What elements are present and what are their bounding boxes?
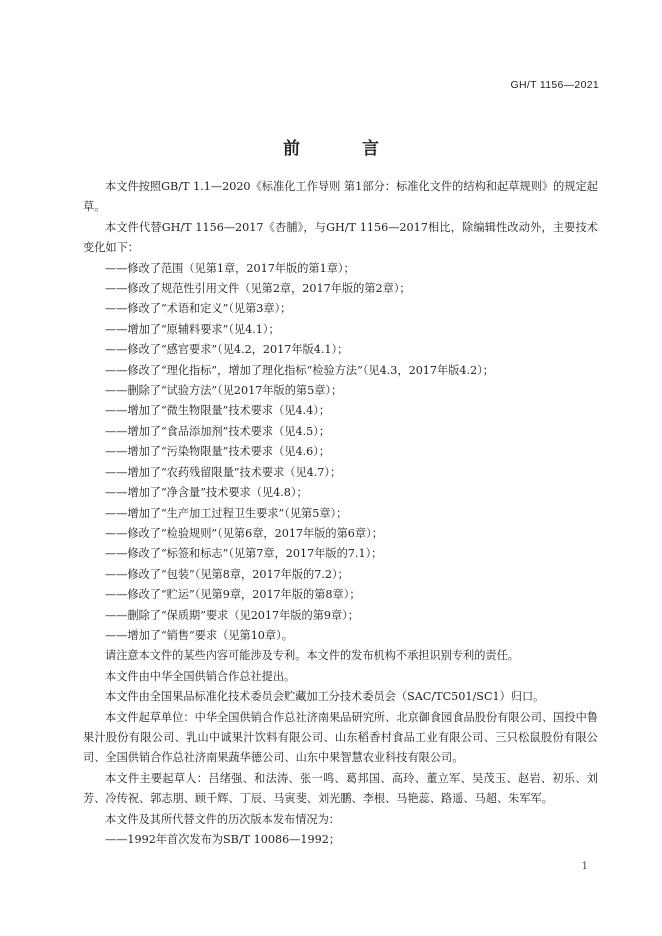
- page-title: 前 言: [283, 139, 407, 159]
- list-item: ——增加了“销售”要求（见第10章）。: [105, 628, 293, 642]
- list-item: ——修改了“检验规则”（见第6章，2017年版的第6章）；: [105, 526, 383, 540]
- list-item: ——增加了“农药残留限量”技术要求（见4.7）；: [105, 465, 342, 479]
- list-item: ——修改了“贮运”（见第9章，2017年版的第8章）；: [105, 588, 361, 602]
- list-item: ——修改了“感官要求”（见4.2，2017年版4.1）；: [105, 343, 349, 357]
- list-item: ——增加了“污染物限量”技术要求（见4.6）；: [105, 445, 331, 459]
- page-number: 1: [581, 861, 588, 872]
- list-item: ——修改了“理化指标”，增加了理化指标“检验方法”（见4.3，2017年版4.2）；: [105, 363, 494, 377]
- list-item: ——修改了“术语和定义”（见第3章）；: [105, 302, 292, 316]
- document-body: [83, 177, 598, 850]
- list-item: ——增加了“净含量”技术要求（见4.8）；: [105, 486, 308, 500]
- list-item: ——删除了“保质期”要求（见2017年版的第9章）；: [105, 608, 359, 622]
- list-item: ——增加了“生产加工过程卫生要求”（见第5章）；: [105, 506, 348, 520]
- history-list: [83, 830, 598, 850]
- paragraph-committee: 本文件由全国果品标准化技术委员会贮藏加工分技术委员会（SAC/TC501/SC1）归口。: [105, 690, 545, 704]
- standard-code: GH/T 1156—2021: [510, 79, 599, 91]
- paragraph-drafting-units: 本文件起草单位：中华全国供销合作总社济南果品研究所、北京御食园食品股份有限公司、国投中鲁果汁股份有限公司、乳山中诚果汁饮料有限公司、山东稻香村食品工业有限公司、三只松鼠股份有限公司、全国供销合作总社济南果蔬华德公司、山东中果智慧农业科技有限公司。: [83, 710, 598, 765]
- paragraph-drafting-rules: 本文件按照GB/T 1.1—2020《标准化工作导则 第1部分：标准化文件的结构和起草规则》的规定起草。: [83, 180, 598, 214]
- list-item: ——增加了“食品添加剂”技术要求（见4.5）；: [105, 424, 331, 438]
- list-item: ——修改了“标签和标志”（见第7章，2017年版的7.1）；: [105, 547, 383, 561]
- list-item: ——删除了“试验方法”（见2017年版的第5章）；: [105, 384, 343, 398]
- paragraph-proposer: 本文件由中华全国供销合作总社提出。: [105, 669, 296, 683]
- change-list: [83, 259, 598, 647]
- list-item: ——增加了“微生物限量”技术要求（见4.4）；: [105, 404, 331, 418]
- paragraph-drafters: 本文件主要起草人：吕绪强、和法涛、张一鸣、葛邦国、高玲、董立军、吴茂玉、赵岩、初乐、刘芳、冷传祝、郭志朋、顾千辉、丁辰、马寅斐、刘光鹏、李根、马艳蕊、路遥、马超、朱军军。: [83, 771, 598, 806]
- list-item: ——修改了“包装”（见第8章，2017年版的7.2）；: [105, 567, 349, 581]
- list-item: ——1992年首次发布为SB/T 10086—1992；: [105, 833, 341, 846]
- list-item: ——修改了范围（见第1章，2017年版的第1章）；: [105, 261, 355, 275]
- paragraph-patent-notice: 请注意本文件的某些内容可能涉及专利。本文件的发布机构不承担识别专利的责任。: [105, 649, 519, 663]
- paragraph-replacement: 本文件代替GH/T 1156—2017《杏脯》，与GH/T 1156—2017相比，除编辑性改动外，主要技术变化如下：: [83, 220, 598, 255]
- list-item: ——增加了“原辅料要求”（见4.1）；: [105, 322, 280, 336]
- paragraph-history-intro: 本文件及其所代替文件的历次版本发布情况为：: [105, 812, 340, 826]
- list-item: ——修改了规范性引用文件（见第2章，2017年版的第2章）；: [105, 282, 411, 296]
